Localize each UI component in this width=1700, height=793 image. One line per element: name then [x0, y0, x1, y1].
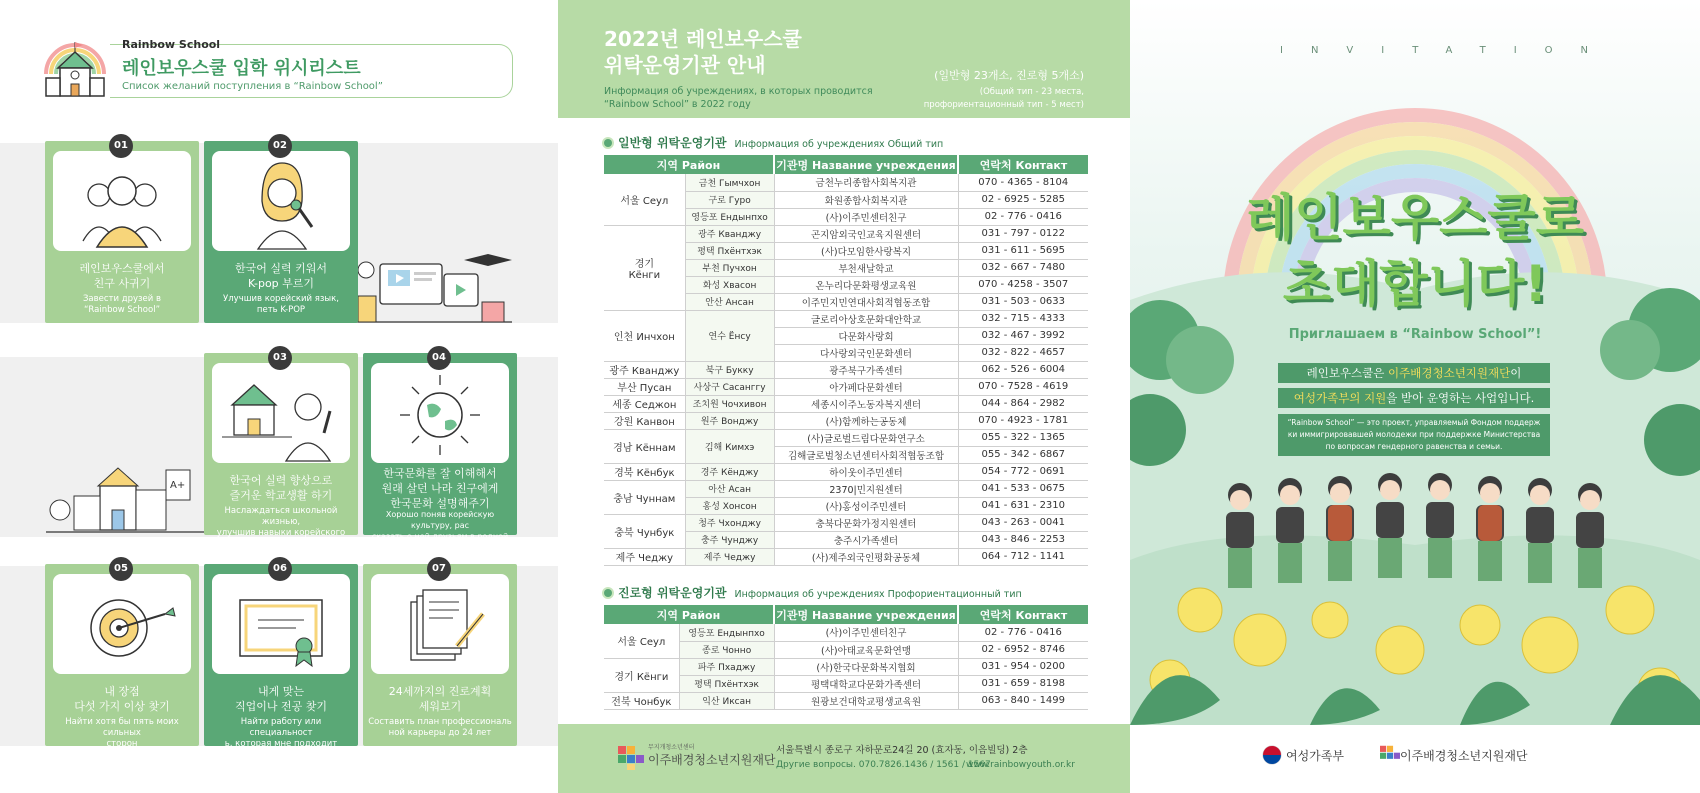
region-cell: 경기 Кёнги — [604, 225, 685, 310]
col-region: 지역 Район — [604, 155, 774, 174]
card-russian-text: Составить план профессиональ ной карьеры до 24 лет — [368, 717, 512, 738]
heading-ru: Информация об учреждениях Профориентационный тип — [734, 589, 1022, 600]
table-row — [604, 480, 1088, 497]
card-image-box — [53, 574, 191, 674]
district-cell: 조치원 Чочхивон — [685, 395, 774, 412]
card-number: 02 — [268, 134, 292, 158]
district-cell: 제주 Чеджу — [685, 548, 774, 565]
wish-card-06 — [204, 563, 358, 749]
title-line-2: 위탁운영기관 안내 — [604, 53, 766, 77]
table-row — [604, 429, 1088, 446]
institution-name-cell: 광주북구가족센터 — [774, 361, 958, 378]
institutions-footer — [558, 724, 1130, 793]
svg-text:A+: A+ — [170, 480, 186, 491]
district-cell: 부천 Пучхон — [685, 259, 774, 276]
region-cell: 전북 Чонбук — [604, 692, 679, 709]
region-cell: 인천 Инчхон — [604, 310, 685, 361]
table-row — [604, 412, 1088, 429]
line1-suffix: 이 — [1510, 366, 1522, 380]
region-cell: 서울 Сеул — [604, 624, 679, 658]
heading-ko: 일반형 위탁운영기관 — [618, 136, 727, 150]
card-image-box — [212, 151, 350, 251]
district-cell: 영등포 Ендынпхо — [685, 208, 774, 225]
card-korean-text: 한국어 실력 향상으로 즐거운 학교생활 하기 — [229, 474, 333, 502]
phone-cell: 054 - 772 - 0691 — [958, 463, 1088, 480]
school-town-illustration-icon — [46, 460, 206, 536]
region-cell: 세종 Седжон — [604, 395, 685, 412]
card-image-box — [212, 363, 350, 463]
phone-cell: 062 - 526 - 6004 — [958, 361, 1088, 378]
institutions-panel — [558, 0, 1130, 793]
district-cell: 홍성 Хонсон — [685, 497, 774, 514]
phone-cell: 02 - 776 - 0416 — [958, 624, 1088, 641]
certificate-icon — [212, 574, 350, 674]
district-cell: 김해 Кимхэ — [685, 429, 774, 463]
footer-contact: Другие вопросы. 070.7826.1436 / 1561 / 1567 — [776, 760, 991, 770]
phone-cell: 02 - 776 - 0416 — [958, 208, 1088, 225]
phone-cell: 064 - 712 - 1141 — [958, 548, 1088, 565]
ministry-name: 여성가족부 — [1286, 749, 1344, 763]
wish-card-07 — [363, 564, 517, 746]
wishlist-subtitle: Список желаний поступления в “Rainbow School” — [122, 81, 383, 92]
institution-name-cell: 글로리아상호문화대안학교 — [774, 310, 958, 327]
table-row — [604, 361, 1088, 378]
card-russian-text: Наслаждаться школьной жизнью, улучшив навыки корейского языка — [216, 506, 346, 549]
institution-name-cell: 금천누리종합사회복지관 — [774, 174, 958, 191]
card-korean-text: 레인보우스쿨에서 친구 사귀기 — [79, 262, 165, 290]
district-cell: 원주 Вонджу — [685, 412, 774, 429]
title-line-1: 2022년 레인보우스쿨 — [604, 27, 802, 51]
card-russian-text: Улучшив корейский язык, петь K-POP — [223, 294, 339, 315]
general-type-heading — [604, 134, 943, 151]
school-rainbow-icon — [42, 38, 108, 100]
friends-icon — [53, 151, 191, 251]
district-cell: 익산 Иксан — [679, 692, 774, 709]
institution-name-cell: 하이웃이주민센터 — [774, 463, 958, 480]
district-cell: 종로 Чонно — [679, 641, 774, 658]
phone-cell: 02 - 6952 - 8746 — [958, 641, 1088, 658]
card-image-box — [371, 574, 509, 674]
district-cell: 충주 Чунджу — [685, 531, 774, 548]
phone-cell: 055 - 342 - 6867 — [958, 446, 1088, 463]
line2-text: 을 받아 운영하는 사업입니다. — [1386, 391, 1535, 405]
footer-logo-text: 이주배경청소년지원재단 — [648, 753, 776, 767]
table-row — [604, 548, 1088, 565]
phone-cell: 031 - 954 - 0200 — [958, 658, 1088, 675]
card-korean-text: 내 장점 다섯 가지 이상 찾기 — [74, 685, 170, 713]
district-cell: 금천 Гымчхон — [685, 174, 774, 191]
institution-name-cell: 김해글로벌청소년센터사회적협동조합 — [774, 446, 958, 463]
region-cell: 강원 Канвон — [604, 412, 685, 429]
school-boy-icon — [212, 363, 350, 463]
bullet-dot-icon — [604, 589, 612, 597]
district-cell: 파주 Пхаджу — [679, 658, 774, 675]
wish-card-03 — [204, 352, 358, 549]
institution-name-cell: 세종시이주노동자복지센터 — [774, 395, 958, 412]
institution-name-cell: (사)한국다문화복지협회 — [774, 658, 958, 675]
foundation-logo-icon — [1380, 745, 1400, 765]
district-cell: 영등포 Ендынпхо — [679, 624, 774, 641]
phone-cell: 041 - 533 - 0675 — [958, 480, 1088, 497]
institution-name-cell: 다사랑외국인문화센터 — [774, 344, 958, 361]
documents-icon — [371, 574, 509, 674]
phone-cell: 043 - 846 - 2253 — [958, 531, 1088, 548]
line2-highlight: 여성가족부의 지원 — [1293, 391, 1387, 405]
card-korean-text: 내게 맞는 직업이나 전공 찾기 — [234, 685, 327, 713]
region-cell: 서울 Сеул — [604, 174, 685, 225]
card-korean-text: 한국문화를 잘 이해해서 원래 살던 나라 친구에게 한국문화 설명해주기 — [381, 467, 499, 510]
col-contact: 연락처 Контакт — [958, 605, 1088, 624]
card-russian-text: Найти хотя бы пять моих сильных сторон — [65, 717, 179, 749]
phone-cell: 031 - 611 - 5695 — [958, 242, 1088, 259]
region-cell: 경북 Кёнбук — [604, 463, 685, 480]
phone-cell: 02 - 6925 - 5285 — [958, 191, 1088, 208]
institutions-title — [604, 26, 802, 78]
card-image-box — [371, 363, 509, 463]
footer-logo-small: 무지개청소년센터 — [648, 744, 695, 751]
invitation-title-line-2: 초대합니다! — [1282, 255, 1548, 313]
invitation-footer — [1130, 725, 1700, 793]
col-contact: 연락처 Контакт — [958, 155, 1088, 174]
phone-cell: 032 - 467 - 3992 — [958, 327, 1088, 344]
phone-cell: 055 - 322 - 1365 — [958, 429, 1088, 446]
region-cell: 충남 Чуннам — [604, 480, 685, 514]
district-cell: 연수 Ёнсу — [685, 310, 774, 361]
line1-text: 레인보우스쿨은 — [1306, 366, 1389, 380]
invitation-title-line-1: 레인보우스쿨로 — [1245, 189, 1585, 247]
institution-count: (일반형 23개소, 진로형 5개소) — [934, 69, 1084, 82]
district-cell: 안산 Ансан — [685, 293, 774, 310]
institution-name-cell: (사)글로벌드림다문화연구소 — [774, 429, 958, 446]
institution-name-cell: 화원종합사회복지관 — [774, 191, 958, 208]
footer-address: 서울특별시 종로구 자하문로24길 20 (효자동, 이음빌딩) 2층 — [776, 745, 1028, 756]
table-row — [604, 692, 1088, 709]
phone-cell: 063 - 840 - 1499 — [958, 692, 1088, 709]
institution-name-cell: 충주시가족센터 — [774, 531, 958, 548]
district-cell: 화성 Хвасон — [685, 276, 774, 293]
card-number: 07 — [427, 557, 451, 581]
card-number: 04 — [427, 346, 451, 370]
card-korean-text: 한국어 실력 키워서 K-pop 부르기 — [234, 262, 327, 290]
institution-name-cell: 이주민지민연대사회적협동조합 — [774, 293, 958, 310]
bullet-dot-icon — [604, 139, 612, 147]
district-cell: 아산 Асан — [685, 480, 774, 497]
phone-cell: 070 - 4258 - 3507 — [958, 276, 1088, 293]
phone-cell: 032 - 715 - 4333 — [958, 310, 1088, 327]
phone-cell: 070 - 7528 - 4619 — [958, 378, 1088, 395]
phone-cell: 041 - 631 - 2310 — [958, 497, 1088, 514]
phone-cell: 031 - 659 - 8198 — [958, 675, 1088, 692]
phone-cell: 070 - 4365 - 8104 — [958, 174, 1088, 191]
region-cell: 제주 Чеджу — [604, 548, 685, 565]
phone-cell: 043 - 263 - 0041 — [958, 514, 1088, 531]
table-row — [604, 225, 1088, 242]
wish-card-05 — [45, 563, 199, 749]
district-cell: 구로 Гуро — [685, 191, 774, 208]
wish-card-04 — [363, 352, 517, 552]
region-cell: 충북 Чунбук — [604, 514, 685, 548]
table-row — [604, 514, 1088, 531]
institution-name-cell: 2370|민지원센터 — [774, 480, 958, 497]
institution-name-cell: 아가페다문화센터 — [774, 378, 958, 395]
card-image-box — [212, 574, 350, 674]
project-description-line-1 — [1278, 363, 1550, 383]
government-emblem-icon — [1262, 745, 1282, 765]
district-cell: 경주 Кёнджу — [685, 463, 774, 480]
general-type-table — [604, 155, 1088, 566]
col-region: 지역 Район — [604, 605, 774, 624]
institution-name-cell: (사)다모임한사랑복지 — [774, 242, 958, 259]
wish-card-01 — [45, 141, 199, 323]
institution-name-cell: (사)이주민센터친구 — [774, 624, 958, 641]
institution-name-cell: (사)아태교육문화연맹 — [774, 641, 958, 658]
phone-cell: 032 - 667 - 7480 — [958, 259, 1088, 276]
phone-cell: 031 - 503 - 0633 — [958, 293, 1088, 310]
institution-name-cell: (사)이주민센터친구 — [774, 208, 958, 225]
institution-name-cell: 곤지암외국인교육지원센터 — [774, 225, 958, 242]
card-number: 01 — [109, 134, 133, 158]
institution-count-ru: (Общий тип - 23 места, профориентационный тип - 5 мест) — [923, 87, 1084, 110]
invitation-russian-title: Приглашаем в “Rainbow School”! — [1288, 327, 1542, 342]
phone-cell: 044 - 864 - 2982 — [958, 395, 1088, 412]
institution-name-cell: 온누리다문화평생교육원 — [774, 276, 958, 293]
foundation-logo-icon — [618, 746, 644, 770]
table-row — [604, 658, 1088, 675]
institution-name-cell: (사)함께하는공동체 — [774, 412, 958, 429]
target-icon — [53, 574, 191, 674]
card-number: 05 — [109, 557, 133, 581]
district-cell: 사상구 Сасанггу — [685, 378, 774, 395]
region-cell: 광주 Кванджу — [604, 361, 685, 378]
line1-highlight: 이주배경청소년지원재단 — [1388, 366, 1511, 380]
project-description-line-2 — [1278, 388, 1550, 408]
table-row — [604, 624, 1088, 641]
footer-url-link[interactable]: www.rainbowyouth.or.kr — [966, 760, 1075, 770]
wish-card-02 — [204, 141, 358, 323]
table-row — [604, 395, 1088, 412]
table-row — [604, 378, 1088, 395]
institution-name-cell: (사)제주외국인평화공동체 — [774, 548, 958, 565]
card-korean-text: 24세까지의 진로계획 세워보기 — [388, 685, 492, 713]
singer-icon — [212, 151, 350, 251]
col-name: 기관명 Название учреждения — [774, 605, 958, 624]
district-cell: 평택 Пхёнтхэк — [679, 675, 774, 692]
card-number: 06 — [268, 557, 292, 581]
institution-name-cell: 충북다문화가정지원센터 — [774, 514, 958, 531]
phone-cell: 070 - 4923 - 1781 — [958, 412, 1088, 429]
institution-name-cell: 평택대학교다문화가족센터 — [774, 675, 958, 692]
phone-cell: 031 - 797 - 0122 — [958, 225, 1088, 242]
institution-name-cell: 원광보건대학교평생교육원 — [774, 692, 958, 709]
institution-name-cell: 다문화사랑회 — [774, 327, 958, 344]
invitation-panel — [1130, 0, 1700, 793]
career-type-heading — [604, 584, 1022, 601]
card-russian-text: Хорошо поняв корейскую культуру, рас сказать о ней друзьям в родной стране — [371, 510, 509, 552]
region-cell: 경기 Кёнги — [604, 658, 679, 692]
col-name: 기관명 Название учреждения — [774, 155, 958, 174]
district-cell: 평택 Пхёнтхэк — [685, 242, 774, 259]
card-number: 03 — [268, 346, 292, 370]
table-row — [604, 310, 1088, 327]
table-row — [604, 463, 1088, 480]
region-cell: 경남 Кённам — [604, 429, 685, 463]
institutions-title-ru: Информация об учреждениях, в которых проводится “Rainbow School” в 2022 году — [604, 86, 873, 110]
card-russian-text: Найти работу или специальност ь, которая мне подходит — [224, 717, 338, 749]
project-description-ru: “Rainbow School” — это проект, управляемый Фондом поддерж ки иммигрировавшей молодежи при поддержке Министерства по вопросам гендерного равенства и семьи. — [1278, 414, 1550, 456]
region-cell: 부산 Пусан — [604, 378, 685, 395]
invitation-label: INVITATION — [1280, 45, 1617, 56]
foundation-name: 이주배경청소년지원재단 — [1400, 749, 1528, 763]
wishlist-title: 레인보우스쿨 입학 위시리스트 — [122, 58, 361, 79]
brand-name: Rainbow School — [122, 38, 221, 51]
heading-ko: 진로형 위탁운영기관 — [618, 586, 727, 600]
card-russian-text: Завести друзей в “Rainbow School” — [82, 294, 162, 315]
phone-cell: 032 - 822 - 4657 — [958, 344, 1088, 361]
district-cell: 광주 Кванджу — [685, 225, 774, 242]
career-type-table — [604, 605, 1088, 710]
globe-icon — [371, 363, 509, 463]
table-row — [604, 174, 1088, 191]
district-cell: 청주 Чхонджу — [685, 514, 774, 531]
institutions-header — [558, 0, 1130, 118]
wishlist-panel — [0, 0, 558, 793]
card-image-box — [53, 151, 191, 251]
institution-name-cell: (사)홍성이주민센터 — [774, 497, 958, 514]
institution-name-cell: 부천새날학교 — [774, 259, 958, 276]
media-illustration-icon — [352, 250, 512, 326]
district-cell: 북구 Букку — [685, 361, 774, 378]
heading-ru: Информация об учреждениях Общий тип — [734, 139, 944, 150]
